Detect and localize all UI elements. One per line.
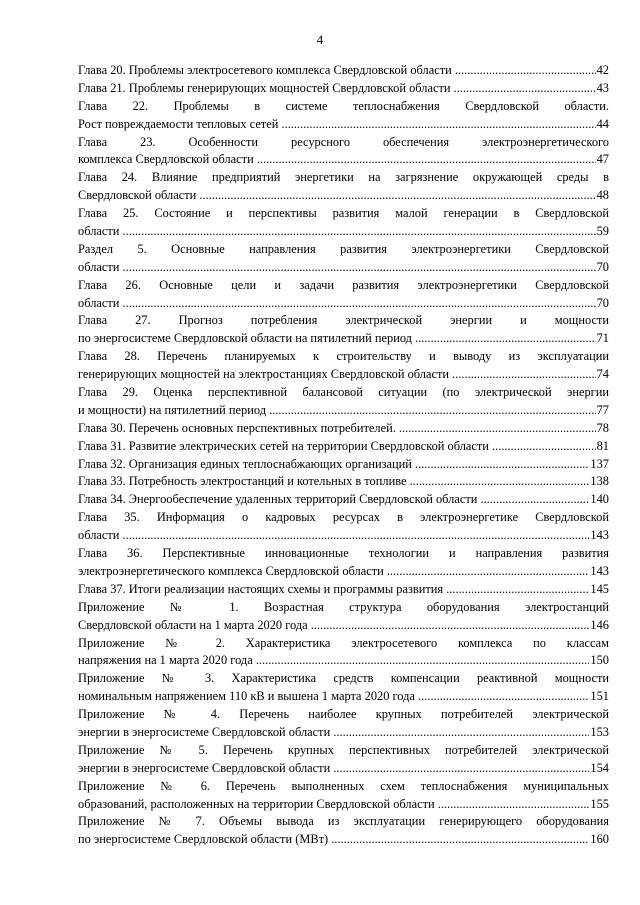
- toc-entry[interactable]: [78, 205, 609, 241]
- dot-leader: [446, 581, 589, 599]
- dot-leader: [410, 473, 590, 491]
- dot-leader: [199, 187, 595, 205]
- toc-entry-title: по энергосистеме Свердловской области на пятилетний период: [78, 331, 416, 346]
- toc-entry[interactable]: [78, 98, 609, 134]
- toc-entry-last-line: [78, 581, 609, 599]
- toc-entry-last-line: [78, 617, 609, 635]
- toc-entry-title: образований, расположенных на территории Свердловской области: [78, 796, 438, 811]
- dot-leader: [333, 724, 589, 742]
- toc-entry-title-line: Приложение № 6. Перечень выполненных схем теплоснабжения муниципальных: [78, 778, 609, 793]
- toc-entry-title: области: [78, 224, 123, 239]
- dot-leader: [269, 402, 596, 420]
- dot-leader: [311, 617, 590, 635]
- dot-leader: [492, 438, 596, 456]
- toc-entry-title-line: Приложение № 7. Объемы вывода из эксплуатации генерирующего оборудования: [78, 814, 609, 829]
- toc-entry-last-line: [78, 688, 609, 706]
- toc-entry-last-line: [78, 295, 609, 313]
- toc-entry-title: области: [78, 528, 123, 543]
- toc-entry-page-number: 140: [590, 492, 609, 507]
- toc-entry-title-line: Приложение № 3. Характеристика средств компенсации реактивной мощности: [78, 671, 609, 686]
- toc-entry-title-line: Глава 36. Перспективные инновационные технологии и направления развития: [78, 546, 609, 561]
- toc-entry-title: комплекса Свердловской области: [78, 152, 257, 167]
- toc-entry-page-number: 146: [590, 617, 609, 632]
- toc-entry-last-line: [78, 652, 609, 670]
- toc-entry-page-number: 78: [596, 420, 609, 435]
- toc-entry-last-line: [78, 62, 609, 80]
- toc-entry-title-line: Глава 35. Информация о кадровых ресурсах в электроэнергетике Свердловской: [78, 510, 609, 525]
- toc-entry-page-number: 70: [596, 295, 609, 310]
- dot-leader: [455, 62, 596, 80]
- toc-entry[interactable]: [78, 348, 609, 384]
- toc-entry[interactable]: [78, 742, 609, 778]
- toc-entry[interactable]: [78, 778, 609, 814]
- dot-leader: [415, 456, 589, 474]
- toc-entry[interactable]: [78, 473, 609, 491]
- dot-leader: [123, 295, 596, 313]
- toc-entry[interactable]: [78, 509, 609, 545]
- toc-entry-title-line: Глава 28. Перечень планируемых к строительству и выводу из эксплуатации: [78, 349, 609, 364]
- toc-entry-last-line: [78, 80, 609, 98]
- toc-entry-page-number: 155: [590, 796, 609, 811]
- toc-entry-title: электроэнергетического комплекса Свердловской области: [78, 563, 387, 578]
- toc-entry-last-line: [78, 223, 609, 241]
- toc-entry-title-line: Приложение № 5. Перечень крупных перспективных потребителей электрической: [78, 742, 609, 757]
- toc-entry-title-line: Глава 25. Состояние и перспективы развития малой генерации в Свердловской: [78, 206, 609, 221]
- toc-entry-page-number: 77: [596, 402, 609, 417]
- toc-entry[interactable]: [78, 491, 609, 509]
- toc-entry[interactable]: [78, 134, 609, 170]
- toc-entry-last-line: [78, 724, 609, 742]
- toc-entry-page-number: 143: [590, 563, 609, 578]
- toc-entry[interactable]: [78, 706, 609, 742]
- toc-entry-page-number: 137: [590, 456, 609, 471]
- toc-entry[interactable]: [78, 670, 609, 706]
- toc-entry-title: номинальным напряжением 110 кВ и вышена 1 марта 2020 года: [78, 689, 419, 704]
- toc-entry-last-line: [78, 151, 609, 169]
- toc-entry-page-number: 154: [590, 760, 609, 775]
- dot-leader: [256, 652, 590, 670]
- toc-entry-last-line: [78, 456, 609, 474]
- toc-entry-title: и мощности) на пятилетний период: [78, 402, 270, 417]
- dot-leader: [418, 688, 589, 706]
- toc-entry-page-number: 138: [590, 474, 609, 489]
- toc-entry-last-line: [78, 473, 609, 491]
- toc-entry-last-line: [78, 259, 609, 277]
- toc-entry-last-line: [78, 330, 609, 348]
- toc-entry-title-line: Приложение № 1. Возрастная структура оборудования электростанций: [78, 599, 609, 614]
- dot-leader: [415, 330, 596, 348]
- page-number: 4: [316, 32, 324, 47]
- toc-entry-page-number: 150: [590, 653, 609, 668]
- dot-leader: [399, 420, 596, 438]
- toc-entry[interactable]: [78, 241, 609, 277]
- dot-leader: [123, 259, 596, 277]
- toc-entry-title: энергии в энергосистеме Свердловской области: [78, 760, 334, 775]
- toc-entry[interactable]: [78, 420, 609, 438]
- toc-entry-page-number: 42: [596, 63, 609, 77]
- toc-entry-last-line: [78, 402, 609, 420]
- toc-entry-page-number: 47: [596, 152, 609, 167]
- toc-entry-title-line: Глава 26. Основные цели и задачи развития электроэнергетики Свердловской: [78, 277, 609, 292]
- toc-entry-title: Свердловской области на 1 марта 2020 года: [78, 617, 311, 632]
- toc-entry-title: Глава 33. Потребность электростанций и котельных в топливе: [78, 474, 410, 489]
- dot-leader: [387, 563, 590, 581]
- toc-entry-title-line: Глава 24. Влияние предприятий энергетики на загрязнение окружающей среды в: [78, 170, 609, 185]
- toc-entry-title: Глава 31. Развитие электрических сетей на территории Свердловской области: [78, 438, 493, 453]
- toc-entry-page-number: 43: [596, 80, 609, 95]
- toc-entry-last-line: [78, 438, 609, 456]
- toc-entry-last-line: [78, 116, 609, 134]
- toc-entry[interactable]: [78, 545, 609, 581]
- toc-entry-last-line: [78, 563, 609, 581]
- toc-entry-last-line: [78, 831, 609, 849]
- dot-leader: [333, 760, 589, 778]
- toc-entry-last-line: [78, 420, 609, 438]
- toc-entry-title-line: Глава 27. Прогноз потребления электрической энергии и мощности: [78, 313, 609, 328]
- toc-entry-page-number: 81: [596, 438, 609, 453]
- toc-entry-title: энергии в энергосистеме Свердловской области: [78, 724, 334, 739]
- toc-entry-last-line: [78, 527, 609, 545]
- toc-entry[interactable]: [78, 169, 609, 205]
- toc-entry-title-line: Глава 29. Оценка перспективной балансовой ситуации (по электрической энергии: [78, 385, 609, 400]
- toc-entry-page-number: 44: [596, 116, 609, 131]
- toc-entry-last-line: [78, 366, 609, 384]
- dot-leader: [331, 831, 589, 849]
- toc-entry-page-number: 143: [590, 528, 609, 543]
- toc-entry-title: Глава 32. Организация единых теплоснабжающих организаций: [78, 456, 416, 471]
- toc-entry[interactable]: [78, 599, 609, 635]
- toc-entry-last-line: [78, 796, 609, 814]
- dot-leader: [481, 491, 590, 509]
- toc-entry[interactable]: [78, 80, 609, 98]
- toc-entry[interactable]: [78, 813, 609, 849]
- dot-leader: [257, 151, 596, 169]
- toc-entry-title: Глава 37. Итоги реализации настоящих схемы и программы развития: [78, 581, 447, 596]
- toc-entry-title: Свердловской области: [78, 188, 200, 203]
- toc-entry-title: Глава 30. Перечень основных перспективных потребителей.: [78, 420, 399, 435]
- toc-entry-title: генерирующих мощностей на электростанциях Свердловской области: [78, 367, 453, 382]
- toc-entry-page-number: 70: [596, 259, 609, 274]
- toc-entry-title: области: [78, 295, 123, 310]
- toc-entry-last-line: [78, 491, 609, 509]
- toc-entry-page-number: 160: [590, 832, 609, 847]
- dot-leader: [454, 80, 596, 98]
- dot-leader: [452, 366, 595, 384]
- toc-entry-title: Глава 21. Проблемы генерирующих мощностей Свердловской области: [78, 80, 454, 95]
- toc-entry-page-number: 74: [596, 367, 609, 382]
- toc-entry-title-line: Приложение № 4. Перечень наиболее крупных потребителей электрической: [78, 707, 609, 722]
- toc-entry-last-line: [78, 760, 609, 778]
- toc-entry[interactable]: [78, 438, 609, 456]
- dot-leader: [123, 223, 596, 241]
- toc-entry[interactable]: [78, 62, 609, 80]
- toc-entry-title: Глава 34. Энергообеспечение удаленных территорий Свердловской области: [78, 492, 481, 507]
- toc-entry[interactable]: [78, 277, 609, 313]
- dot-leader: [438, 796, 590, 814]
- toc-entry-title: Рост повреждаемости тепловых сетей: [78, 116, 282, 131]
- toc-entry-title-line: Глава 23. Особенности ресурсного обеспечения электроэнергетического: [78, 134, 609, 149]
- toc-entry-title: Глава 20. Проблемы электросетевого комплекса Свердловской области: [78, 63, 455, 77]
- toc-entry-title: по энергосистеме Свердловской области (МВт): [78, 832, 332, 847]
- toc-entry-title: напряжения на 1 марта 2020 года: [78, 653, 256, 668]
- toc-entry[interactable]: [78, 312, 609, 348]
- toc-entry-title-line: Приложение № 2. Характеристика электросетевого комплекса по классам: [78, 635, 609, 650]
- toc-entry-title-line: Раздел 5. Основные направления развития электроэнергетики Свердловской: [78, 241, 609, 256]
- toc-entry-page-number: 145: [590, 581, 609, 596]
- table-of-contents: [78, 62, 609, 849]
- dot-leader: [123, 527, 590, 545]
- toc-entry-page-number: 71: [596, 331, 609, 346]
- toc-entry[interactable]: [78, 581, 609, 599]
- toc-entry[interactable]: [78, 456, 609, 474]
- toc-entry-page-number: 153: [590, 724, 609, 739]
- toc-entry-page-number: 151: [590, 689, 609, 704]
- toc-entry-page-number: 59: [596, 224, 609, 239]
- toc-entry-page-number: 48: [596, 188, 609, 203]
- toc-entry[interactable]: [78, 635, 609, 671]
- toc-entry-last-line: [78, 187, 609, 205]
- toc-entry-title-line: Глава 22. Проблемы в системе теплоснабжения Свердловской области.: [78, 98, 609, 113]
- dot-leader: [282, 116, 596, 134]
- toc-entry-title: области: [78, 259, 123, 274]
- toc-entry[interactable]: [78, 384, 609, 420]
